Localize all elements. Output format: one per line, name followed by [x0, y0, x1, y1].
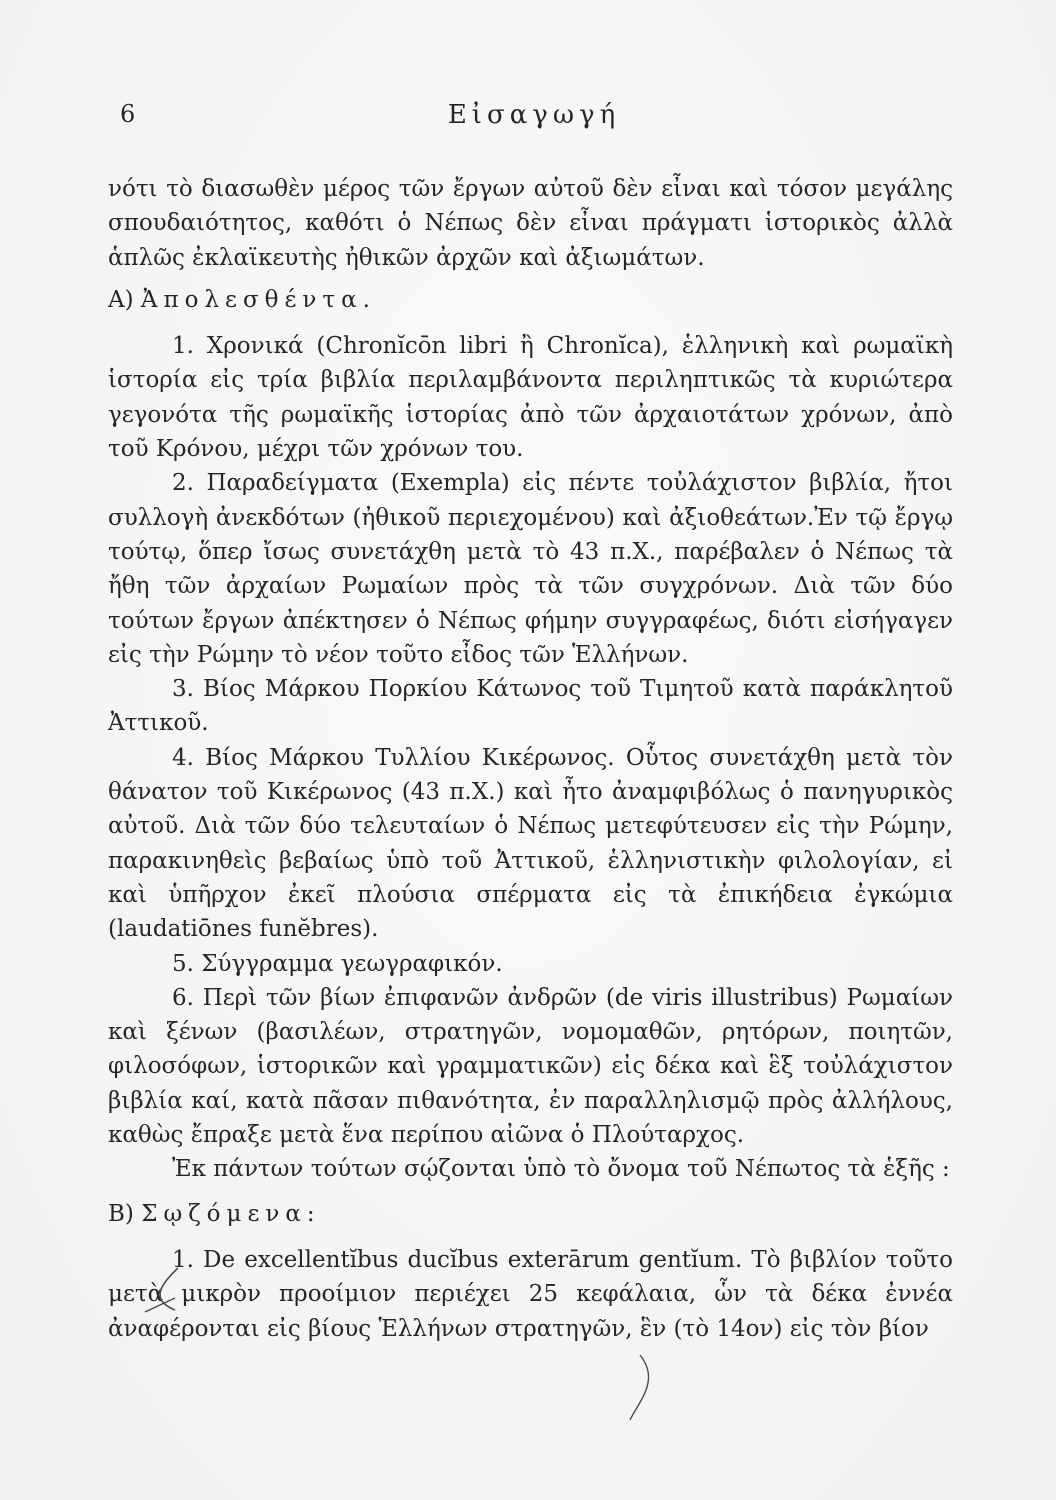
lost-work-item: 3. Βίος Μάρκου Πορκίου Κάτωνος τοῦ Τιμητοῦ κατὰ παράκλητοῦ Ἀττικοῦ.: [108, 676, 953, 737]
section-heading-lost: [108, 283, 953, 317]
lost-work-item: 1. Χρονικά (Chronĭcōn libri ἢ Chronĭca), ἑλληνικὴ καὶ ρωμαϊκὴ ἱστορία εἰς τρία βιβλία περιλαμβάνοντα περιληπτικῶς τὰ κυριώτερα γεγονότα τῆς ρωμαϊκῆς ἱστορίας ἀπὸ τῶν ἀρχαιοτάτων χρόνων, ἀπὸ τοῦ Κρόνου, μέχρι τῶν χρόνων του.: [108, 333, 953, 463]
page-number: 6: [120, 100, 136, 128]
lost-work-item: 4. Βίος Μάρκου Τυλλίου Κικέρωνος. Οὗτος συνετάχθη μετὰ τὸν θάνατον τοῦ Κικέρωνος (43 π.Χ.) καὶ ἦτο ἀναμφιβόλως ὁ πανηγυρικὸς αὐτοῦ. Διὰ τῶν δύο τελευταίων ὁ Νέπως μετεφύτευσεν εἰς τὴν Ρώμην, παρακινηθεὶς βεβαίως ὑπὸ τοῦ Ἀττικοῦ, ἑλληνιστικὴν φιλολογίαν, εἰ καὶ ὑπῆρχον ἐκεῖ πλούσια σπέρματα εἰς τὰ ἐπικήδεια ἐγκώμια (laudatiōnes funĕbres).: [108, 744, 953, 943]
transition-sentence: Ἐκ πάντων τούτων σῴζονται ὑπὸ τὸ ὄνομα τοῦ Νέπωτος τὰ ἑξῆς :: [172, 1156, 950, 1183]
intro-paragraph: νότι τὸ διασωθὲν μέρος τῶν ἔργων αὐτοῦ δὲν εἶναι καὶ τόσον μεγάλης σπουδαιότητος, καθότι ὁ Νέπως δὲν εἶναι πράγματι ἱστορικὸς ἀλλὰ ἁπλῶς ἐκλαϊκευτὴς ἠθικῶν ἀρχῶν καὶ ἀξιωμάτων.: [108, 176, 953, 271]
body-text: [108, 172, 953, 1346]
section-title: Ἀπολεσθέντα.: [140, 286, 376, 313]
section-label: A): [108, 286, 134, 313]
lost-work-item: 2. Παραδείγματα (Exempla) εἰς πέντε τοὐλάχιστον βιβλία, ἤτοι συλλογὴ ἀνεκδότων (ἠθικοῦ περιεχομένου) καὶ ἀξιοθεάτων.Ἐν τῷ ἔργῳ τούτῳ, ὅπερ ἴσως συνετάχθη μετὰ τὸ 43 π.Χ., παρέβαλεν ὁ Νέπως τὰ ἤθη τῶν ἀρχαίων Ρωμαίων πρὸς τὰ τῶν συγχρόνων. Διὰ τῶν δύο τούτων ἔργων ἀπέκτησεν ὁ Νέπως φήμην συγγραφέως, διότι εἰσήγαγεν εἰς τὴν Ρώμην τὸ νέον τοῦτο εἶδος τῶν Ἑλλήνων.: [108, 470, 953, 668]
surviving-work-item: 1. De excellentĭbus ducĭbus exterārum gentĭum. Τὸ βιβλίον τοῦτο μετὰ μικρὸν προοίμιον περιέχει 25 κεφάλαια, ὧν τὰ δέκα ἐννέα ἀναφέρονται εἰς βίους Ἑλλήνων στρατηγῶν, ἓν (τὸ 14ον) εἰς τὸν βίον: [108, 1246, 953, 1342]
section-title: Σῳζόμενα:: [141, 1200, 321, 1227]
lost-work-item: 6. Περὶ τῶν βίων ἐπιφανῶν ἀνδρῶν (de viris illustribus) Ρωμαίων καὶ ξένων (βασιλέων, στρατηγῶν, νομομαθῶν, ρητόρων, ποιητῶν, φιλοσόφων, ἱστορικῶν καὶ γραμματικῶν) εἰς δέκα καὶ ἓξ τοὐλάχιστον βιβλία καί, κατὰ πᾶσαν πιθανότητα, ἐν παραλληλισμῷ πρὸς ἀλλήλους, καθὼς ἔπραξε μετὰ ἕνα περίπου αἰῶνα ὁ Πλούταρχος.: [108, 984, 953, 1149]
page-header: [120, 100, 948, 140]
running-head: Εἰσαγωγή: [447, 100, 621, 130]
lost-work-item: 5. Σύγγραμμα γεωγραφικόν.: [172, 950, 503, 977]
section-label: B): [108, 1200, 134, 1227]
section-heading-surviving: [108, 1197, 953, 1231]
